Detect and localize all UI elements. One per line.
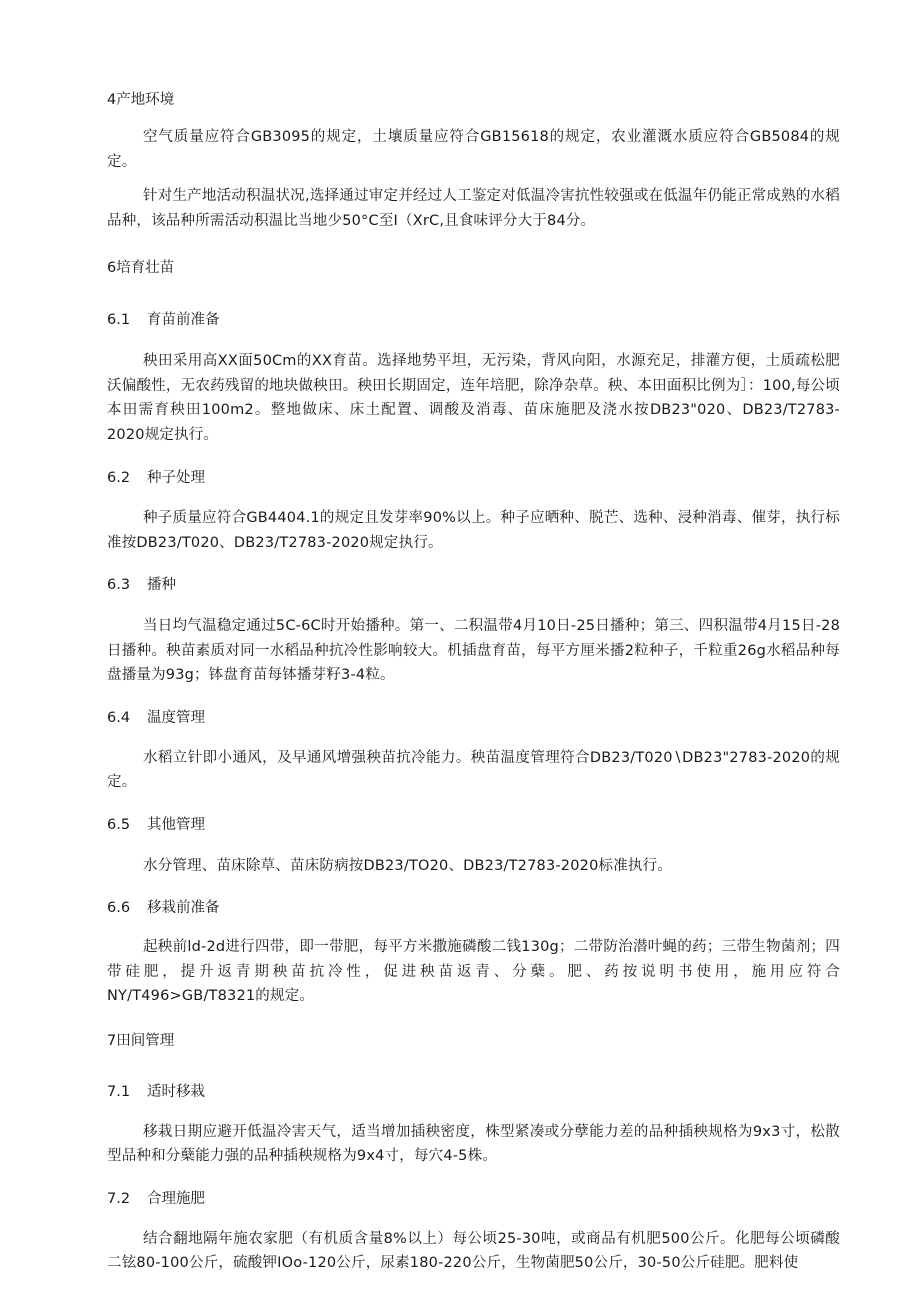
- subsection-number: 6.6: [107, 900, 131, 916]
- subsection-number: 6.1: [107, 312, 131, 328]
- section-heading-6: 6培育壮苗: [107, 260, 175, 276]
- paragraph: 移栽日期应避开低温冷害天气，适当增加插秧密度，株型紧凑或分孽能力差的品种插秧规格为9x3寸，松散型品种和分蘖能力强的品种插秧规格为9x4寸，每穴4-5株。: [107, 1123, 840, 1164]
- paragraph: 空气质量应符合GB3095的规定，土壤质量应符合GB15618的规定，农业灌溉水质应符合GB5084的规定。: [107, 129, 840, 170]
- subsection-heading-7-2: [107, 1187, 840, 1211]
- subsection-number: 7.1: [107, 1083, 131, 1100]
- section-heading-7: 7田间管理: [107, 1032, 175, 1049]
- subsection-number: 6.5: [107, 816, 131, 833]
- subsection-heading-6-3: [107, 573, 840, 597]
- subsection-number: 6.4: [107, 709, 131, 726]
- section-heading-4: 4产地环境: [107, 92, 175, 108]
- paragraph: 当日均气温稳定通过5C-6C时开始播种。第一、二积温带4月10日-25日播种；第三、四积温带4月15日-28日播种。秧苗素质对同一水稻品种抗冷性影响较大。机插盘育苗，每平方厘米播2粒种子，千粒重26g水稻品种每盘播量为93g；钵盘育苗每钵播芽籽3-4粒。: [107, 618, 840, 683]
- subsection-heading-6-5: [107, 813, 840, 837]
- paragraph: 结合翻地隔年施农家肥（有机质含量8%以上）每公顷25-30吨，或商品有机肥500公斤。化肥每公顷磷酸二铉80-100公斤，硫酸钾IOo-120公斤，尿素180-220公斤，生物菌肥50公斤，30-50公斤硅肥。肥料使: [107, 1230, 840, 1271]
- subsection-heading-6-2: [107, 466, 840, 490]
- paragraph: 水稻立针即小通风，及早通风增强秧苗抗冷能力。秧苗温度管理符合DB23∕T020∖DB23"2783-2020的规定。: [107, 749, 840, 790]
- subsection-heading-7-1: [107, 1080, 840, 1104]
- paragraph: 秧田采用高XX面50Cm的XX育苗。选择地势平坦，无污染，背风向阳，水源充足，排灌方便，土质疏松肥沃偏酸性，无农药残留的地块做秧田。秧田长期固定，连年培肥，除净杂草。秧、本田面积比例为］：100,每公顷本田需育秧田100m2。整地做床、床土配置、调酸及消毒、苗床施肥及浇水按DB23"020、DB23/T2783-2020规定执行。: [107, 353, 840, 443]
- subsection-title: 温度管理: [147, 709, 205, 726]
- subsection-title: 合理施肥: [147, 1190, 205, 1207]
- subsection-title: 移栽前准备: [147, 900, 220, 916]
- subsection-title: 种子处理: [147, 470, 205, 486]
- subsection-heading-6-1: [107, 308, 840, 332]
- paragraph: 起秧前ld-2d进行四带，即一带肥，每平方米撒施磷酸二钱130g；二带防治潜叶蝇的药；三带生物菌剂；四带硅肥，提升返青期秧苗抗冷性，促进秧苗返青、分蘖。肥、药按说明书使用，施用应符合NY/T496>GB/T8321的规定。: [107, 939, 840, 1004]
- subsection-title: 播种: [147, 577, 176, 593]
- subsection-heading-6-6: [107, 896, 840, 920]
- subsection-heading-6-4: [107, 706, 840, 730]
- subsection-title: 其他管理: [147, 816, 205, 833]
- paragraph: 针对生产地活动积温状况,选择通过审定并经过人工鉴定对低温冷害抗性较强或在低温年仍能正常成熟的水稻品种，该品种所需活动积温比当地少50°C至I（XrC,且食味评分大于84分。: [107, 188, 840, 229]
- subsection-title: 适时移栽: [147, 1083, 205, 1100]
- document-body: [107, 88, 840, 1276]
- subsection-number: 6.2: [107, 470, 131, 486]
- subsection-number: 6.3: [107, 577, 131, 593]
- paragraph: 水分管理、苗床除草、苗床防病按DB23∕TO20、DB23/T2783-2020标准执行。: [143, 857, 673, 874]
- subsection-title: 育苗前准备: [147, 312, 220, 328]
- paragraph: 种子质量应符合GB4404.1的规定且发芽率90%以上。种子应晒种、脱芒、选种、浸种消毒、催芽，执行标准按DB23/T020、DB23/T2783-2020规定执行。: [107, 510, 840, 551]
- subsection-number: 7.2: [107, 1190, 131, 1207]
